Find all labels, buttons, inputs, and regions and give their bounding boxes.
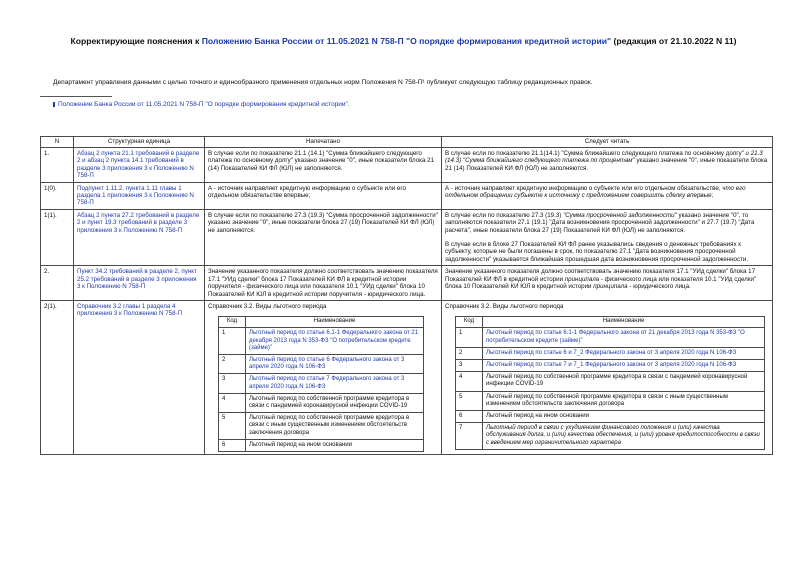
subtable-row [219,393,424,412]
row-number: 1(0). [41,182,74,209]
subtable-name-link[interactable]: Льготный период по статье 7 и 7_1 Федерального закона от 3 апреля 2020 года N 106-ФЗ [483,359,765,371]
corrected-text [442,148,773,183]
footnote-divider [40,96,112,97]
subtable-row [219,328,424,355]
subtable-row [456,359,765,371]
subtable-row [219,374,424,393]
subtable-code: 6 [219,439,246,451]
corrected-text-part: - юридического лица. [627,283,691,291]
row-number: 1(1). [41,209,74,265]
corrected-text-emphasis: что его отдельном обращении субъекте к источнику с предложением совершить сделку впервые; [445,184,746,200]
corrected-text-part: В случае если по показателю 27.3 (19.3) [445,211,564,219]
table-row [41,148,773,183]
col-header-should-read: Следует читать [442,137,773,148]
corrected-text-part: А - источник направляет кредитную информацию о субъекте или его отдельном обязательстве, [445,184,723,192]
printed-text: Значение указанного показателя должно соответствовать значению показателя 17.1 "УИд сделки" блока 17 Показателей КИ ФЛ в кредитной истории поручителя - физического лица или показателя 10.1 "УИд сделки" блока 10 Показателей КИ ЮЛ в кредитной истории поручителя - юридического лица. [205,266,442,301]
table-row [41,182,773,209]
subtable-name-link[interactable]: Льготный период по статье 7 Федерального закона от 3 апреля 2020 года N 106-ФЗ [246,374,424,393]
corrected-subtable-title: Справочник 3.2. Виды льготного периода [445,302,564,310]
row-number: 1. [41,148,74,183]
footnote [53,101,773,109]
col-header-n: N [41,137,74,148]
subtable-row [219,439,424,451]
printed-text: В случае если по показателю 27.3 (19.3) "Сумма просроченной задолженности" указано значение "0", иные показатели блока 27 (19) Показателей КИ ФЛ (ЮЛ) не заполняются. [205,209,442,265]
subtable-row [456,423,765,450]
printed-text: А - источник направляет кредитную информацию о субъекте или его отдельном обязательстве впервые; [205,182,442,209]
title-suffix: (редакция от 21.10.2022 N 11) [611,36,737,46]
subtable-row [456,410,765,422]
table-row [41,300,773,454]
subtable-name-link[interactable]: Льготный период по статье 6.1-1 Федерального закона от 21 декабря 2013 года N 353-ФЗ "О потребительском кредите (займе)" [246,328,424,355]
document-title [0,36,807,46]
subtable-code: 4 [219,393,246,412]
footnote-link[interactable]: Положение Банка России от 11.05.2021 N 758-П "О порядке формирования кредитной истории". [58,101,350,108]
subtable-row [456,391,765,410]
subtable-code: 4 [456,372,483,391]
printed-subtable-title: Справочник 3.2. Виды льготного периода [208,302,327,310]
subtable-name: Льготный период по собственной программе кредитора в связи с пандемией коронавирусной инфекции COVID-19 [246,393,424,412]
structural-unit-link[interactable]: Справочник 3.2 главы 1 раздела 4 приложения 3 к Положению N 758-П [74,300,205,454]
subtable-code: 5 [456,391,483,410]
subtable-row [219,413,424,440]
corrected-text-part: - физического лица или показателя 10.1 "УИд сделки" блока 10 Показателей КИ ЮЛ в кредитной истории [445,275,757,291]
subtable-code: 6 [456,410,483,422]
col-header-unit: Структурная единица [74,137,205,148]
structural-unit-link[interactable]: Абзац 2 пункта 21.1 требований в разделе 2 и абзац 2 пункта 14.1 требований в разделе 3 приложения 3 к Положению N 758-П [74,148,205,183]
subtable-code: 3 [219,374,246,393]
footnote-marker-icon [53,102,55,107]
corrected-text-emphasis: и 21.3 (14.3) "Сумма ближайшего следующего платежа по процентам" [445,150,763,165]
subtable-code: 2 [219,354,246,373]
subtable-row [456,328,765,347]
subtable-code: 2 [456,347,483,359]
subtable-name: Льготный период на ином основании [246,439,424,451]
subtable-name-link[interactable]: Льготный период по статье 6 и 7_2 Федерального закона от 3 апреля 2020 года N 106-ФЗ [483,347,765,359]
subtable-code: 1 [456,328,483,347]
row-number: 2(1). [41,300,74,454]
subtable-row [456,372,765,391]
structural-unit-link[interactable]: Пункт 34.2 требований в разделе 2, пункт 25.2 требований в разделе 3 приложения 3 к Положению N 758-П [74,266,205,301]
table-row [41,266,773,301]
subtable-name: Льготный период на ином основании [483,410,765,422]
corrected-text-part: указано значение "0", иные показатели блока 21 (14) Показателей КИ ФЛ (ЮЛ) не заполняются. [445,157,768,172]
printed-subtable [218,316,424,452]
table-header-row [41,137,773,148]
subtable-name: Льготный период по собственной программе кредитора в связи с иным существенным изменением обстоятельств заключения договора [246,413,424,440]
corrected-text [442,209,773,265]
subtable-header-code: Код [456,317,483,328]
corrected-text [442,300,773,454]
row-number: 2. [41,266,74,301]
corrected-text-emphasis: "Сумма просроченной задолженности" [563,211,677,219]
subtable-row [219,354,424,373]
corrected-text-emphasis: принципала [564,275,600,283]
subtable-name: Льготный период по собственной программе кредитора в связи с иным существенным изменением обстоятельств заключения договора [483,391,765,410]
subtable-code: 5 [219,413,246,440]
structural-unit-link[interactable]: Абзац 2 пункта 27.2 требований в разделе 2 и пункт 19.3 требований в разделе 3 приложения 3 к Положению N 758-П [74,209,205,265]
printed-text [205,300,442,454]
title-prefix: Корректирующие пояснения к [70,36,202,46]
corrections-table [40,136,773,455]
subtable-code: 1 [219,328,246,355]
table-row [41,209,773,265]
corrected-text-emphasis: принципала [593,283,628,291]
subtable-header-name: Наименование [246,317,424,328]
subtable-code: 3 [456,359,483,371]
subtable-name-emphasis: Льготный период в связи с ухудшением финансового положения и (или) качества обслуживания долга, и (или) качества обеспечения, и (или) уровня кредитоспособности в связи с введением мер ограничительного характера [483,423,765,450]
printed-text: В случае если по показателю 21.1 (14.1) "Сумма ближайшего следующего платежа по основному долгу" указано значение "0", иные показатели блока 21 (14) Показателей КИ ФЛ (ЮЛ) не заполняются. [205,148,442,183]
regulation-link[interactable]: Положению Банка России от 11.05.2021 N 758-П "О порядке формирования кредитной истории" [201,36,612,46]
corrected-text-part: В случае если по показателю 21.1(14.1) "Сумма ближайшего следующего платежа по основному долгу" [445,150,746,157]
col-header-printed: Напечатано [205,137,442,148]
subtable-name-link[interactable]: Льготный период по статье 6.1-1 Федерального закона от 21 декабря 2013 года N 353-ФЗ "О потребительском кредите (займе)" [483,328,765,347]
subtable-row [456,347,765,359]
corrected-text-part: Значение указанного показателя должно соответствовать значению показателя 17.1 "УИд сделки" блока 17 Показателей КИ ФЛ в кредитной истории [445,268,756,283]
subtable-name: Льготный период по собственной программе кредитора в связи с пандемией коронавирусной инфекции COVID-19 [483,372,765,391]
subtable-header-code: Код [219,317,246,328]
corrected-text [442,266,773,301]
structural-unit-link[interactable]: Подпункт 1.11.2. пункта 1.11 главы 1 раздела 1 приложения 3 к Положению N 758-П [74,182,205,209]
intro-paragraph: Департамент управления данными с целью точного и единообразного применения отдельных норм Положения N 758-П¹ публикует следующую таблицу редакционных правок. [53,79,593,86]
subtable-header-name: Наименование [483,317,765,328]
subtable-name-link[interactable]: Льготный период по статье 6 Федерального закона от 3 апреля 2020 года N 106-ФЗ [246,354,424,373]
subtable-code: 7 [456,423,483,450]
corrected-text [442,182,773,209]
corrected-subtable [455,316,765,449]
corrected-text-part: указано значение "0", то заполняются показатели 27.1 (19.1) "Дата возникновения просроченной задолженности" и 27.7 (19.7) "Дата расчета", иные показатели блока 27 (19) Показателей КИ ФЛ (ЮЛ) не заполняются. [445,211,755,234]
corrected-text-paragraph: В случае если в блоке 27 Показателей КИ ФЛ ранее указывались сведения о денежных требованиях к субъекту, которые не были погашены в срок, по показателю 27.1 "Дата возникновения просроченной задолженности" указывается ближайшая прошедшая дата возникновения просроченной задолженности. [445,241,749,263]
